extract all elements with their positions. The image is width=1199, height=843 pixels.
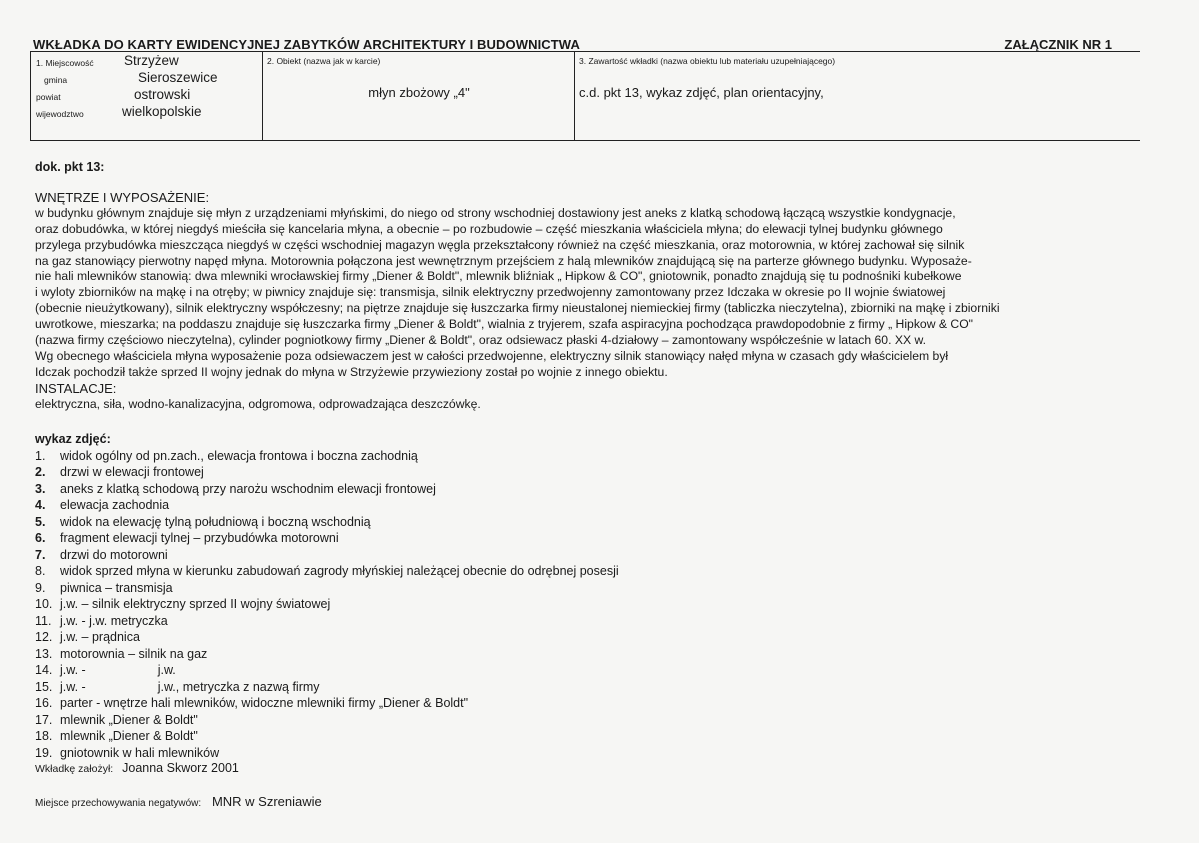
photo-caption: mlewnik „Diener & Boldt": [60, 729, 198, 743]
photo-caption: piwnica – transmisja: [60, 580, 173, 595]
photo-list-item: [35, 580, 1145, 597]
photo-number: 9.: [35, 580, 46, 595]
compiled-by-label: Wkładkę założył:: [35, 763, 114, 775]
photo-list-item: [35, 745, 1145, 762]
contents-cell: [575, 51, 1140, 140]
paragraph-line: Wg obecnego właściciela młyna wyposażenie poza odsiewaczem jest w całości przedwojenne, elektryczny silnik stanowiący nałęd młyna w czasach gdy właścicielem był: [35, 348, 949, 363]
gmina-label: gmina: [44, 75, 68, 85]
photo-caption: drzwi do motorowni: [60, 547, 168, 562]
paragraph-line: Idczak pochodził także sprzed II wojny jednak do młyna w Strzyżewie przywieziony został po wojnie z innego obiektu.: [35, 364, 668, 379]
photo-list-item: [35, 596, 1145, 613]
photo-caption: gniotownik w hali mlewników: [60, 745, 220, 760]
storage-value: MNR w Szreniawie: [211, 794, 322, 809]
photo-number: 3.: [35, 481, 46, 496]
photo-list-item: [35, 646, 1145, 663]
photo-number: 10.: [35, 597, 53, 611]
header-table: [30, 51, 1140, 141]
gmina-value: Sieroszewice: [138, 70, 218, 85]
installations-text: elektryczna, siła, wodno-kanalizacyjna, odgromowa, odprowadzająca deszczówkę.: [35, 396, 481, 411]
photo-caption: j.w. -: [60, 663, 86, 677]
compiled-by-name: Joanna Skworz 2001: [122, 761, 239, 775]
object-label: 2. Obiekt (nazwa jak w karcie): [267, 56, 381, 66]
powiat-label: powiat: [36, 92, 61, 102]
photo-list-item: [35, 629, 1145, 646]
photo-caption: widok na elewację tylną południową i boczną wschodnią: [60, 514, 371, 529]
powiat-row: [36, 87, 261, 104]
photo-number: 18.: [35, 729, 53, 743]
photo-list: [35, 448, 1145, 762]
photo-list-item: [35, 563, 1145, 580]
locality-value: Strzyżew: [124, 53, 179, 68]
contents-value: c.d. pkt 13, wykaz zdjęć, plan orientacyjny,: [579, 85, 824, 100]
photo-number: 5.: [35, 514, 46, 529]
photo-list-item: [35, 728, 1145, 745]
document-title: WKŁADKA DO KARTY EWIDENCYJNEJ ZABYTKÓW ARCHITEKTURY I BUDOWNICTWA: [33, 37, 580, 52]
contents-label: 3. Zawartość wkładki (nazwa obiektu lub materiału uzupełniającego): [579, 56, 836, 66]
paragraph-line: na gaz stanowiący pierwotny napęd młyna. Motorownia połączona jest wewnętrznym przejściem z halą mlewników znajdującą się na parterze głównego budynku. Wyposaże-: [35, 253, 972, 268]
photo-list-item: [35, 497, 1145, 514]
location-cell: [31, 51, 263, 140]
voivodeship-label: wijewodztwo: [36, 109, 84, 119]
photo-number: 2.: [35, 465, 46, 479]
photo-number: 12.: [35, 630, 53, 644]
powiat-value: ostrowski: [134, 87, 191, 102]
photo-list-item: [35, 695, 1145, 712]
photo-list-item: [35, 481, 1145, 498]
photo-number: 17.: [35, 712, 53, 727]
negatives-storage: [35, 794, 322, 809]
voivodeship-value: wielkopolskie: [122, 104, 202, 119]
interior-description: [35, 206, 1145, 381]
photo-caption: mlewnik „Diener & Boldt": [60, 712, 198, 727]
photo-list-item: [35, 547, 1145, 564]
section-reference: dok. pkt 13:: [35, 160, 105, 174]
paragraph-line: (nazwa firmy częściowo nieczytelna), cylinder pogniotkowy firmy „Diener & Boldt", oraz odsiewacz płaski 4-działowy – zamontowany współcześnie w latach 60. XX w.: [35, 333, 926, 348]
locality-row: [36, 53, 261, 70]
photo-list-item: [35, 464, 1145, 481]
paragraph-line: i wyloty zbiorników na mąkę i na otręby; w piwnicy znajduje się: transmisja, silnik elektryczny przedwojenny zamontowany przez Idczaka w okresie po II wojnie światowej: [35, 285, 946, 300]
photo-number: 4.: [35, 498, 46, 512]
object-value: młyn zbożowy „4": [368, 85, 470, 100]
photo-caption: elewacja zachodnia: [60, 498, 170, 512]
photo-caption-detail: j.w.: [157, 663, 176, 677]
photo-list-item: [35, 514, 1145, 531]
paragraph-line: przylega przybudówka mieszcząca niegdyś w części wschodniej magazyn węgla przekształcony również na część mieszkania, oraz motorownia, w której zachował się silnik: [35, 237, 965, 252]
photo-number: 8.: [35, 564, 46, 578]
voivodeship-row: [36, 104, 261, 121]
paragraph-line: nie hali mlewników stanowią: dwa mlewniki wrocławskiej firmy „Diener & Boldt", mlewnik bliźniak „ Hipkow & CO", gniotownik, ponadto znajdują się tu podnośniki kubełkowe: [35, 269, 962, 284]
photo-list-title: wykaz zdjęć:: [35, 431, 111, 446]
paragraph-line: uwrotkowe, mieszarka; na poddaszu znajduje się łuszczarka firmy „Diener & Boldt", wialnia z tryjerem, szafa aspiracyjna pochodząca prawdopodobnie z firmy „ Hipkow & CO": [35, 317, 974, 332]
photo-caption: j.w. – prądnica: [60, 630, 140, 644]
photo-number: 15.: [35, 679, 53, 694]
paragraph-line: (obecnie nieużytkowany), silnik elektryczny współczesny; na piętrze znajduje się łuszczarka firmy nieustalonej niemieckiej firmy (tabliczka nieczytelna), zbiorniki na mąkę i zbiorniki: [35, 301, 1000, 316]
document-body: [35, 160, 1145, 776]
photo-list-item: [35, 712, 1145, 729]
photo-number: 6.: [35, 531, 46, 545]
installations-heading: INSTALACJE:: [35, 380, 117, 396]
photo-caption: aneks z klatką schodową przy narożu wschodnim elewacji frontowej: [60, 481, 436, 496]
photo-caption: j.w. - j.w. metryczka: [60, 613, 168, 628]
photo-list-item: [35, 679, 1145, 696]
photo-caption: drzwi w elewacji frontowej: [60, 465, 204, 479]
locality-label: 1. Miejscowość: [36, 58, 94, 68]
photo-list-item: [35, 448, 1145, 465]
photo-number: 19.: [35, 745, 53, 760]
gmina-row: [36, 70, 261, 87]
photo-number: 11.: [35, 613, 52, 628]
photo-caption: parter - wnętrze hali mlewników, widoczne mlewniki firmy „Diener & Boldt": [60, 696, 469, 710]
photo-caption: fragment elewacji tylnej – przybudówka motorowni: [60, 531, 339, 545]
photo-list-item: [35, 662, 1145, 679]
photo-list-item: [35, 530, 1145, 547]
compiled-by: [35, 761, 1145, 776]
storage-label: Miejsce przechowywania negatywów:: [35, 798, 202, 809]
photo-number: 1.: [35, 448, 46, 463]
paragraph-line: w budynku głównym znajduje się młyn z urządzeniami młyńskimi, do niego od strony wschodniej dostawiony jest aneks z klatką schodową łączącą wszystkie kondygnacje,: [35, 205, 956, 220]
photo-caption-detail: j.w., metryczka z nazwą firmy: [157, 679, 320, 694]
photo-caption: j.w. -: [60, 679, 86, 694]
paragraph-line: oraz dobudówka, w której niegdyś mieściła się kancelaria młyna, a obecnie – po rozbudowie – część mieszkania właściciela młyna; do elewacji tylnej budynku głównego: [35, 221, 943, 236]
photo-list-item: [35, 613, 1145, 630]
photo-caption: motorownia – silnik na gaz: [60, 646, 208, 661]
annex-number: ZAŁĄCZNIK NR 1: [1004, 37, 1112, 52]
photo-number: 13.: [35, 646, 53, 661]
photo-number: 7.: [35, 547, 46, 562]
interior-heading: WNĘTRZE I WYPOSAŻENIE:: [35, 189, 210, 205]
object-cell: [263, 51, 575, 140]
photo-caption: widok sprzed młyna w kierunku zabudowań zagrody młyńskiej należącej obecnie do odrębnej posesji: [60, 564, 619, 578]
photo-number: 14.: [35, 663, 53, 677]
photo-number: 16.: [35, 696, 53, 710]
photo-caption: widok ogólny od pn.zach., elewacja frontowa i boczna zachodnią: [60, 448, 418, 463]
photo-caption: j.w. – silnik elektryczny sprzed II wojny światowej: [60, 597, 331, 611]
